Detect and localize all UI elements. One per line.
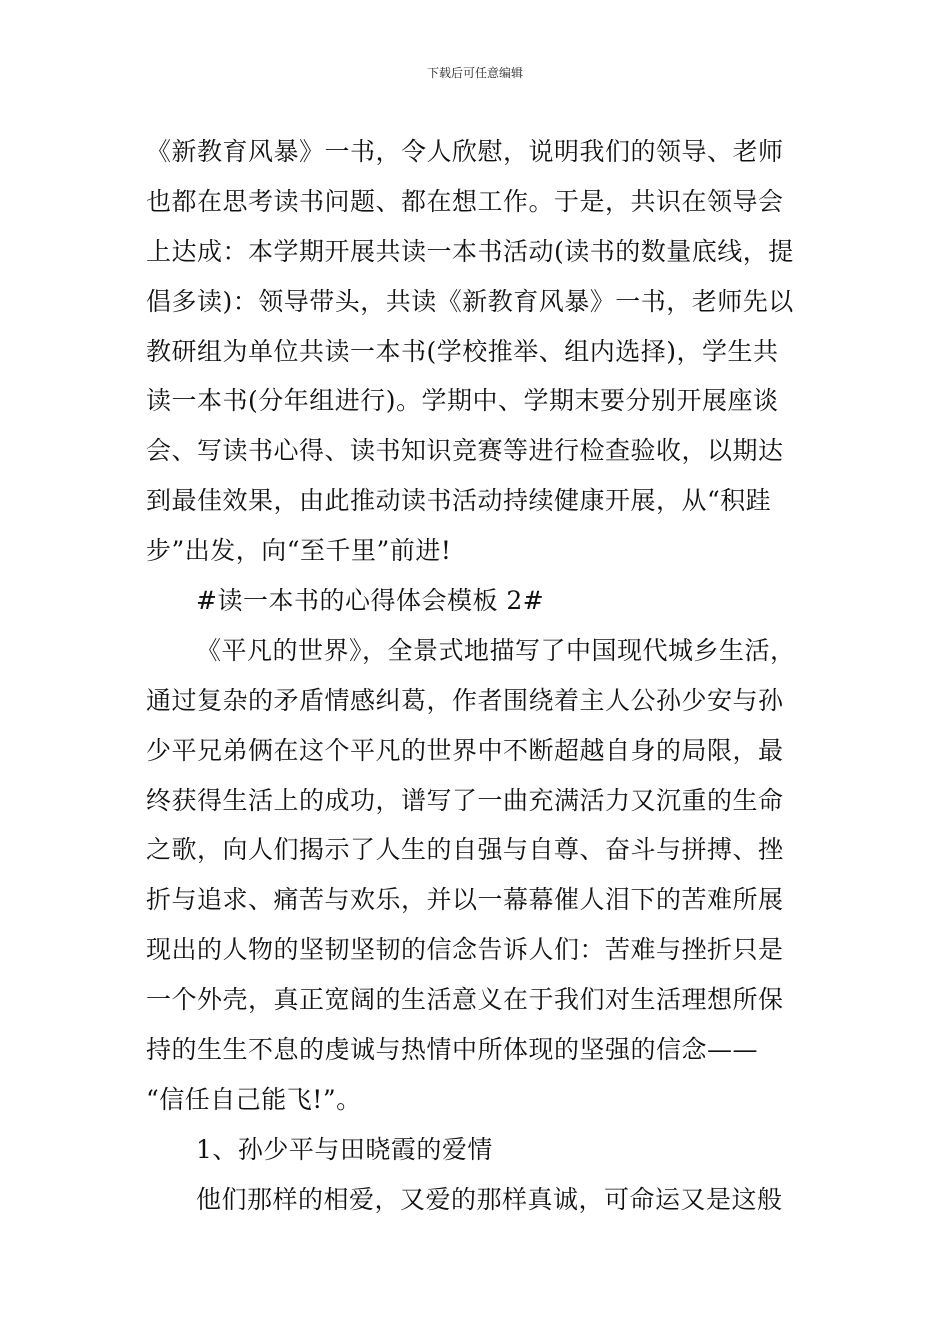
text-line: 持的生生不息的虔诚与热情中所体现的坚强的信念——: [146, 1035, 759, 1065]
list-item-heading: 1、孙少平与田晓霞的爱情: [196, 1134, 493, 1164]
text-line: 到最佳效果，由此推动读书活动持续健康开展，从“积跬: [146, 486, 772, 516]
text-line: 会、写读书心得、读书知识竞赛等进行检查验收，以期达: [146, 436, 784, 466]
text-line: 也都在思考读书问题、都在想工作。于是，共识在领导会: [146, 186, 784, 216]
text-line: 少平兄弟俩在这个平凡的世界中不断超越自身的局限，最: [146, 735, 784, 765]
text-line: 通过复杂的矛盾情感纠葛，作者围绕着主人公孙少安与孙: [146, 685, 784, 715]
text-line: 现出的人物的坚韧坚韧的信念告诉人们：苦难与挫折只是: [146, 935, 784, 965]
text-line: 终获得生活上的成功，谱写了一曲充满活力又沉重的生命: [146, 785, 784, 815]
document-body: [146, 127, 818, 1225]
text-line: 一个外壳，真正宽阔的生活意义在于我们对生活理想所保: [146, 985, 784, 1015]
text-line: 读一本书(分年组进行)。学期中、学期末要分别开展座谈: [146, 386, 779, 416]
text-line: 倡多读)：领导带头，共读《新教育风暴》一书，老师先以: [146, 286, 794, 316]
text-line: “信任自己能飞!”。: [146, 1084, 362, 1114]
text-line: 上达成：本学期开展共读一本书活动(读书的数量底线，提: [146, 236, 794, 266]
text-line: 《平凡的世界》，全景式地描写了中国现代城乡生活，: [196, 635, 796, 665]
text-line: 折与追求、痛苦与欢乐，并以一幕幕催人泪下的苦难所展: [146, 885, 784, 915]
text-line: 步”出发，向“至千里”前进!: [146, 536, 452, 566]
page-header: 下载后可任意编辑: [426, 66, 523, 80]
section-heading: #读一本书的心得体会模板 2#: [196, 586, 545, 616]
text-line: 之歌，向人们揭示了人生的自强与自尊、奋斗与拼搏、挫: [146, 835, 784, 865]
text-line: 《新教育风暴》一书，令人欣慰，说明我们的领导、老师: [146, 137, 784, 166]
text-line: 教研组为单位共读一本书(学校推举、组内选择)，学生共: [146, 336, 779, 366]
text-line: 他们那样的相爱，又爱的那样真诚，可命运又是这般: [196, 1184, 783, 1214]
